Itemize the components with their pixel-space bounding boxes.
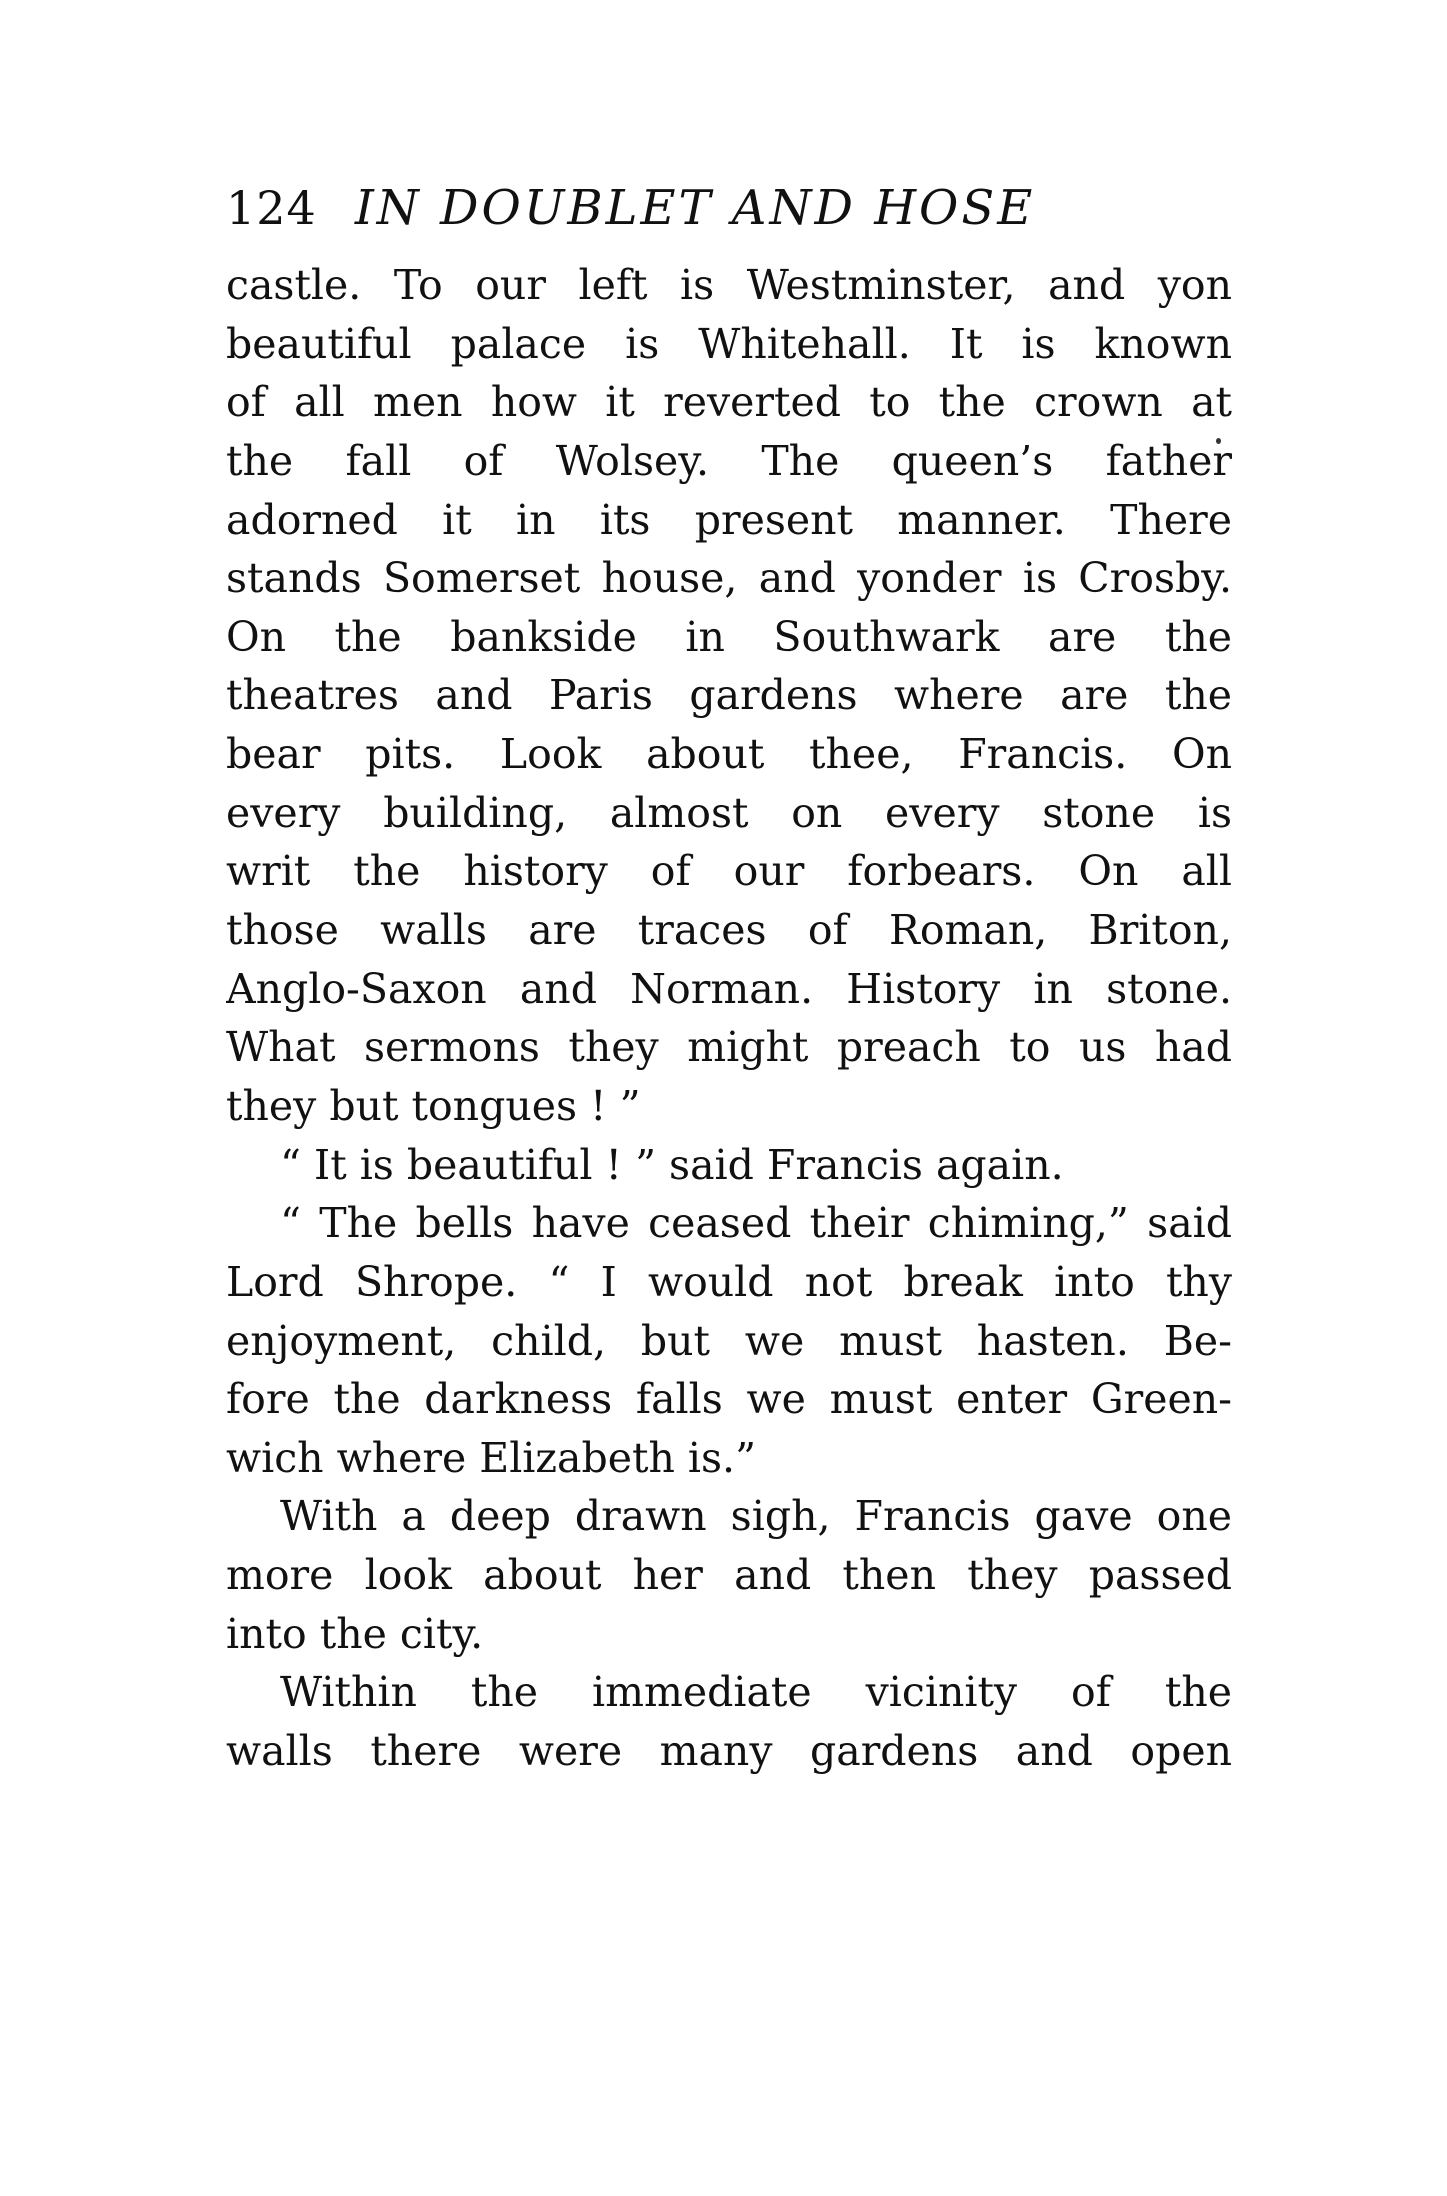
text-line: bear pits. Look about thee, Francis. On <box>226 730 1232 779</box>
text-line: On the bankside in Southwark are the <box>226 612 1232 661</box>
text-line: they but tongues ! ” <box>226 1081 641 1130</box>
text-line: of all men how it reverted to the crown at <box>226 378 1232 427</box>
text-line: Anglo-Saxon and Norman. History in stone. <box>226 964 1232 1013</box>
text-line: into the city. <box>226 1609 484 1658</box>
text-line: every building, almost on every stone is <box>226 788 1232 837</box>
book-title: IN DOUBLET AND HOSE <box>354 180 1036 236</box>
text-line: stands Somerset house, and yonder is Crosby. <box>226 554 1232 603</box>
text-line: What sermons they might preach to us had <box>226 1023 1232 1072</box>
body-text <box>226 256 1232 1781</box>
text-line: Lord Shrope. “ I would not break into thy <box>226 1257 1232 1306</box>
text-line: beautiful palace is Whitehall. It is known <box>226 319 1232 368</box>
text-line: writ the history of our forbears. On all <box>226 847 1232 896</box>
text-line: “ It is beautiful ! ” said Francis again. <box>280 1140 1064 1189</box>
text-line: the fall of Wolsey. The queen’s father <box>226 436 1232 485</box>
running-head <box>226 180 1035 250</box>
page-number: 124 <box>226 181 317 235</box>
text-line: walls there were many gardens and open <box>226 1727 1232 1776</box>
text-line: Within the immediate vicinity of the <box>280 1668 1232 1717</box>
text-line: those walls are traces of Roman, Briton, <box>226 906 1232 955</box>
text-line: castle. To our left is Westminster, and yon <box>226 261 1232 309</box>
text-line: With a deep drawn sigh, Francis gave one <box>280 1492 1232 1541</box>
text-line: wich where Elizabeth is.” <box>226 1433 757 1482</box>
text-line: adorned it in its present manner. There <box>226 495 1232 544</box>
text-line: “ The bells have ceased their chiming,” said <box>280 1199 1232 1248</box>
text-line: more look about her and then they passed <box>226 1551 1232 1600</box>
text-line: theatres and Paris gardens where are the <box>226 671 1232 720</box>
text-line: fore the darkness falls we must enter Green- <box>226 1375 1232 1424</box>
text-line: enjoyment, child, but we must hasten. Be- <box>226 1316 1232 1365</box>
